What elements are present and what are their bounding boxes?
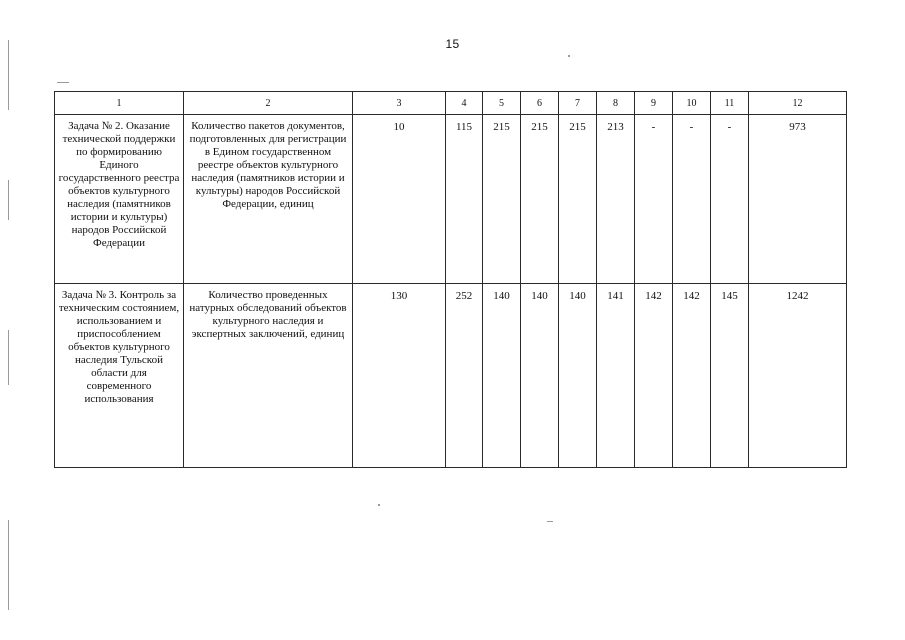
total-cell: 1242 [749, 284, 847, 468]
value-cell: 141 [597, 284, 635, 468]
table-row [55, 115, 847, 284]
scan-artifact [547, 521, 553, 522]
value-cell: 215 [521, 115, 559, 284]
page-number: 15 [445, 37, 460, 51]
table-header-row [55, 92, 847, 115]
column-header: 7 [559, 92, 597, 115]
total-cell: 973 [749, 115, 847, 284]
column-header: 2 [184, 92, 353, 115]
scan-artifact [8, 520, 9, 610]
value-cell: 252 [446, 284, 483, 468]
value-cell: - [673, 115, 711, 284]
scan-artifact [57, 82, 69, 83]
value-cell: 140 [521, 284, 559, 468]
value-cell: 142 [635, 284, 673, 468]
table-row [55, 284, 847, 468]
value-cell: 213 [597, 115, 635, 284]
value-cell: 142 [673, 284, 711, 468]
value-cell: 215 [559, 115, 597, 284]
value-cell: - [711, 115, 749, 284]
value-cell: 140 [483, 284, 521, 468]
task-text: Задача № 3. Контроль за техническим состоянием, использованием и приспособлением объектов культурного наследия Тульской области для современного использования [58, 289, 180, 405]
value-cell: 215 [483, 115, 521, 284]
column-header: 4 [446, 92, 483, 115]
indicator-cell [184, 115, 353, 284]
indicator-text: Количество пакетов документов, подготовленных для регистрации в Едином государственном реестре объектов культурного наследия (памятников истории и культуры) народов Российской Федерации, единиц [189, 120, 347, 210]
column-header: 1 [55, 92, 184, 115]
value-cell: 10 [353, 115, 446, 284]
scan-artifact [8, 330, 9, 385]
column-header: 12 [749, 92, 847, 115]
indicator-cell [184, 284, 353, 468]
value-cell: 140 [559, 284, 597, 468]
column-header: 3 [353, 92, 446, 115]
column-header: 6 [521, 92, 559, 115]
task-cell [55, 284, 184, 468]
scan-artifact [8, 40, 9, 110]
task-text: Задача № 2. Оказание технической поддержки по формированию Единого государственного реестра объектов культурного наследия (памятников истории и культуры) народов Российской Федерации [58, 120, 180, 249]
column-header: 9 [635, 92, 673, 115]
column-header: 5 [483, 92, 521, 115]
scan-artifact [378, 504, 380, 506]
column-header: 8 [597, 92, 635, 115]
indicator-text: Количество проведенных натурных обследований объектов культурного наследия и экспертных заключений, единиц [189, 289, 347, 340]
column-header: 11 [711, 92, 749, 115]
scan-artifact [568, 55, 570, 57]
value-cell: 130 [353, 284, 446, 468]
value-cell: 115 [446, 115, 483, 284]
value-cell: 145 [711, 284, 749, 468]
task-cell [55, 115, 184, 284]
value-cell: - [635, 115, 673, 284]
data-table [54, 91, 847, 468]
scan-artifact [8, 180, 9, 220]
column-header: 10 [673, 92, 711, 115]
